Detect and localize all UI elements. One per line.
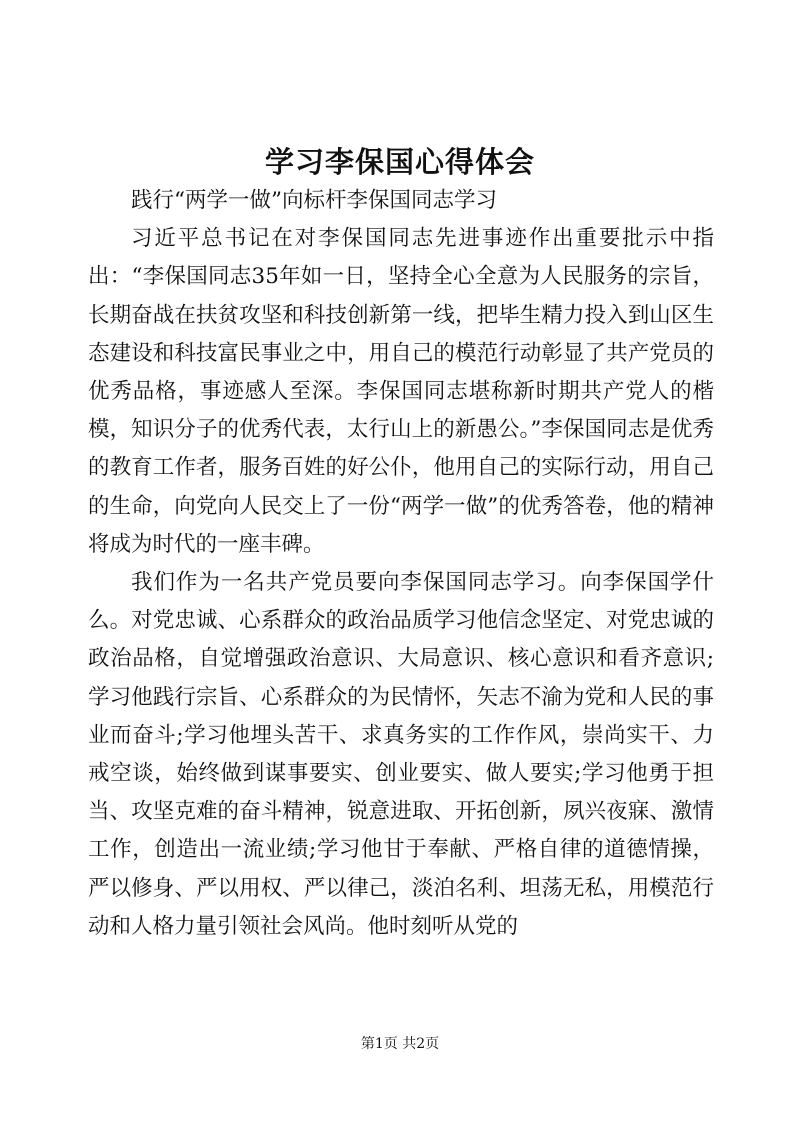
body-paragraph: 我们作为一名共产党员要向李保国同志学习。向李保国学什么。对党忠诚、心系群众的政治品质学习他信念坚定、对党忠诚的政治品格，自觉增强政治意识、大局意识、核心意识和看齐意识;学习他践行宗旨、心系群众的为民情怀，矢志不渝为党和人民的事业而奋斗;学习他埋头苦干、求真务实的工作作风，崇尚实干、力戒空谈，始终做到谋事要实、创业要实、做人要实;学习他勇于担当、攻坚克难的奋斗精神，锐意进取、开拓创新，夙兴夜寐、激情工作，创造出一流业绩;学习他甘于奉献、严格自律的道德情操，严以修身、严以用权、严以律己，淡泊名利、坦荡无私，用模范行动和人格力量引领社会风尚。他时刻听从党的 <box>88 570 714 939</box>
subtitle-paragraph: 践行“两学一做”向标杆李保国同志学习 <box>131 188 497 213</box>
document-body <box>88 182 714 946</box>
body-paragraph: 习近平总书记在对李保国同志先进事迹作出重要批示中指出：“李保国同志35年如一日，坚持全心全意为人民服务的宗旨，长期奋战在扶贫攻坚和科技创新第一线，把毕生精力投入到山区生态建设和科技富民事业之中，用自己的模范行动彰显了共产党员的优秀品格，事迹感人至深。李保国同志堪称新时期共产党人的楷模，知识分子的优秀代表，太行山上的新愚公。”李保国同志是优秀的教育工作者，服务百姓的好公仆，他用自己的实际行动，用自己的生命，向党向人民交上了一份“两学一做”的优秀答卷，他的精神将成为时代的一座丰碑。 <box>88 226 714 557</box>
document-title: 学习李保国心得体会 <box>264 145 535 179</box>
page-number-footer: 第1页 共2页 <box>360 1036 440 1052</box>
